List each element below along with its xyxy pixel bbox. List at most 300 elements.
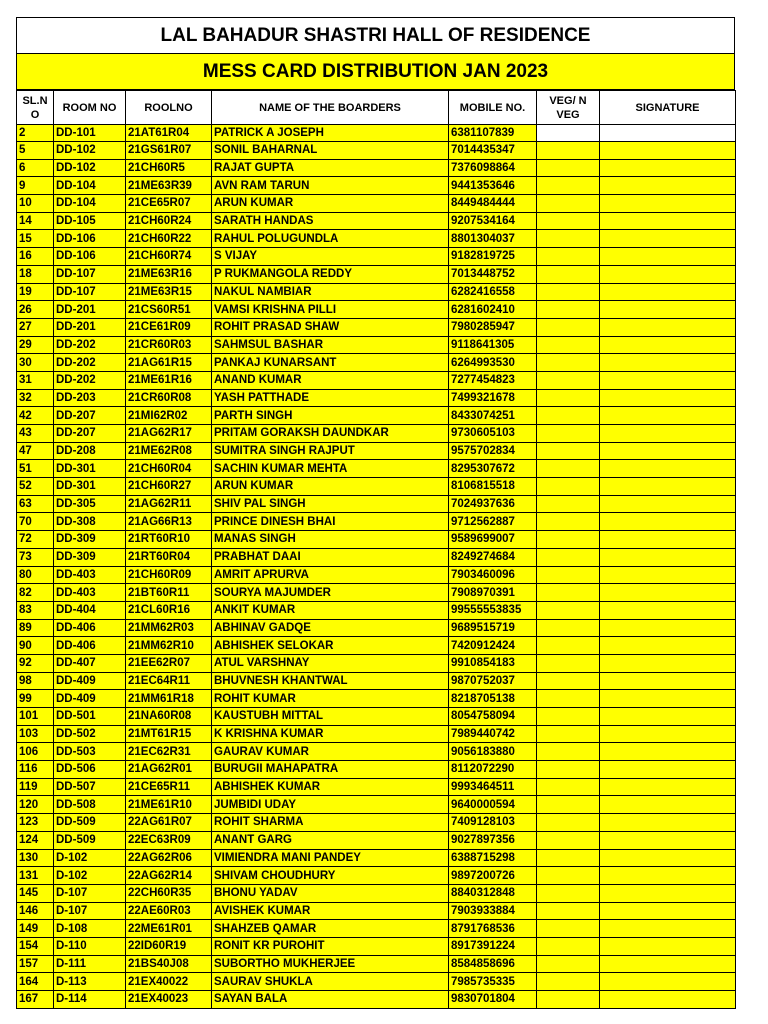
veg-cell	[537, 159, 600, 177]
roll-no-cell: 21GS61R07	[126, 142, 212, 160]
signature-cell	[600, 920, 736, 938]
name-cell: PARTH SINGH	[212, 407, 449, 425]
signature-cell	[600, 831, 736, 849]
veg-cell	[537, 513, 600, 531]
veg-cell	[537, 265, 600, 283]
sl-no-cell: 31	[17, 371, 54, 389]
veg-cell	[537, 778, 600, 796]
veg-cell	[537, 548, 600, 566]
name-cell: ANKIT KUMAR	[212, 601, 449, 619]
room-no-cell: DD-101	[54, 125, 126, 142]
name-cell: ROHIT PRASAD SHAW	[212, 318, 449, 336]
name-cell: NAKUL NAMBIAR	[212, 283, 449, 301]
mobile-cell: 6282416558	[449, 283, 537, 301]
mobile-cell: 99555553835	[449, 601, 537, 619]
mobile-cell: 9712562887	[449, 513, 537, 531]
table-row	[17, 566, 736, 584]
veg-cell	[537, 389, 600, 407]
name-cell: BURUGII MAHAPATRA	[212, 761, 449, 779]
boarders-table	[16, 90, 736, 1009]
veg-cell	[537, 902, 600, 920]
roll-no-cell: 22CH60R35	[126, 884, 212, 902]
mobile-cell: 7903460096	[449, 566, 537, 584]
table-row	[17, 778, 736, 796]
sl-no-cell: 82	[17, 584, 54, 602]
name-cell: PATRICK A JOSEPH	[212, 125, 449, 142]
veg-cell	[537, 301, 600, 319]
hall-title: LAL BAHADUR SHASTRI HALL OF RESIDENCE	[16, 17, 735, 54]
roll-no-cell: 21CR60R03	[126, 336, 212, 354]
table-row	[17, 159, 736, 177]
roll-no-cell: 21CR60R08	[126, 389, 212, 407]
sl-no-cell: 89	[17, 619, 54, 637]
room-no-cell: DD-202	[54, 336, 126, 354]
table-row	[17, 513, 736, 531]
table-row	[17, 991, 736, 1009]
signature-cell	[600, 283, 736, 301]
signature-cell	[600, 389, 736, 407]
sl-no-cell: 10	[17, 195, 54, 213]
name-cell: ARUN KUMAR	[212, 195, 449, 213]
name-cell: PRINCE DINESH BHAI	[212, 513, 449, 531]
name-cell: AMRIT APRURVA	[212, 566, 449, 584]
mobile-cell: 8106815518	[449, 478, 537, 496]
veg-cell	[537, 584, 600, 602]
mobile-cell: 8917391224	[449, 937, 537, 955]
room-no-cell: DD-406	[54, 619, 126, 637]
room-no-cell: DD-509	[54, 814, 126, 832]
table-row	[17, 725, 736, 743]
room-no-cell: DD-301	[54, 460, 126, 478]
sl-no-cell: 123	[17, 814, 54, 832]
signature-cell	[600, 248, 736, 266]
signature-cell	[600, 177, 736, 195]
header-veg: VEG/ N VEG	[537, 91, 600, 125]
table-row	[17, 601, 736, 619]
sl-no-cell: 92	[17, 654, 54, 672]
room-no-cell: DD-509	[54, 831, 126, 849]
room-no-cell: DD-104	[54, 177, 126, 195]
sl-no-cell: 63	[17, 495, 54, 513]
roll-no-cell: 21CE61R09	[126, 318, 212, 336]
mobile-cell: 8295307672	[449, 460, 537, 478]
signature-cell	[600, 495, 736, 513]
room-no-cell: DD-309	[54, 531, 126, 549]
veg-cell	[537, 195, 600, 213]
roll-no-cell: 21CH60R22	[126, 230, 212, 248]
room-no-cell: DD-409	[54, 672, 126, 690]
roll-no-cell: 22AE60R03	[126, 902, 212, 920]
signature-cell	[600, 672, 736, 690]
mobile-cell: 7420912424	[449, 637, 537, 655]
table-row	[17, 371, 736, 389]
name-cell: SHAHZEB QAMAR	[212, 920, 449, 938]
name-cell: ROHIT KUMAR	[212, 690, 449, 708]
sl-no-cell: 119	[17, 778, 54, 796]
mobile-cell: 9118641305	[449, 336, 537, 354]
veg-cell	[537, 283, 600, 301]
name-cell: JUMBIDI UDAY	[212, 796, 449, 814]
veg-cell	[537, 920, 600, 938]
veg-cell	[537, 442, 600, 460]
name-cell: ARUN KUMAR	[212, 478, 449, 496]
mobile-cell: 9993464511	[449, 778, 537, 796]
signature-cell	[600, 690, 736, 708]
roll-no-cell: 21EX40023	[126, 991, 212, 1009]
mess-card-sheet	[16, 17, 735, 1009]
mobile-cell: 7013448752	[449, 265, 537, 283]
name-cell: AVISHEK KUMAR	[212, 902, 449, 920]
sl-no-cell: 103	[17, 725, 54, 743]
header-room-no: ROOM NO	[54, 91, 126, 125]
signature-cell	[600, 708, 736, 726]
table-row	[17, 814, 736, 832]
table-row	[17, 920, 736, 938]
veg-cell	[537, 230, 600, 248]
veg-cell	[537, 796, 600, 814]
name-cell: SAURAV SHUKLA	[212, 973, 449, 991]
name-cell: AVN RAM TARUN	[212, 177, 449, 195]
roll-no-cell: 21AG62R11	[126, 495, 212, 513]
mobile-cell: 6388715298	[449, 849, 537, 867]
mobile-cell: 8791768536	[449, 920, 537, 938]
table-row	[17, 354, 736, 372]
table-row	[17, 619, 736, 637]
mobile-cell: 9640000594	[449, 796, 537, 814]
sl-no-cell: 131	[17, 867, 54, 885]
sl-no-cell: 116	[17, 761, 54, 779]
roll-no-cell: 21CH60R09	[126, 566, 212, 584]
name-cell: ANAND KUMAR	[212, 371, 449, 389]
room-no-cell: DD-201	[54, 318, 126, 336]
table-row	[17, 478, 736, 496]
table-row	[17, 318, 736, 336]
signature-cell	[600, 973, 736, 991]
veg-cell	[537, 478, 600, 496]
sl-no-cell: 124	[17, 831, 54, 849]
name-cell: YASH PATTHADE	[212, 389, 449, 407]
signature-cell	[600, 902, 736, 920]
name-cell: PRITAM GORAKSH DAUNDKAR	[212, 425, 449, 443]
room-no-cell: DD-201	[54, 301, 126, 319]
signature-cell	[600, 371, 736, 389]
signature-cell	[600, 531, 736, 549]
room-no-cell: DD-207	[54, 425, 126, 443]
table-row	[17, 867, 736, 885]
roll-no-cell: 21AG62R17	[126, 425, 212, 443]
table-row	[17, 584, 736, 602]
veg-cell	[537, 142, 600, 160]
signature-cell	[600, 796, 736, 814]
room-no-cell: DD-404	[54, 601, 126, 619]
table-row	[17, 407, 736, 425]
veg-cell	[537, 177, 600, 195]
mobile-cell: 9589699007	[449, 531, 537, 549]
roll-no-cell: 21CE65R07	[126, 195, 212, 213]
veg-cell	[537, 354, 600, 372]
sl-no-cell: 146	[17, 902, 54, 920]
veg-cell	[537, 831, 600, 849]
name-cell: SUMITRA SINGH RAJPUT	[212, 442, 449, 460]
name-cell: SUBORTHO MUKHERJEE	[212, 955, 449, 973]
sl-no-cell: 18	[17, 265, 54, 283]
table-row	[17, 796, 736, 814]
table-row	[17, 884, 736, 902]
table-row	[17, 708, 736, 726]
room-no-cell: DD-503	[54, 743, 126, 761]
room-no-cell: D-102	[54, 849, 126, 867]
signature-cell	[600, 991, 736, 1009]
signature-cell	[600, 743, 736, 761]
mobile-cell: 7980285947	[449, 318, 537, 336]
mobile-cell: 9207534164	[449, 212, 537, 230]
signature-cell	[600, 195, 736, 213]
veg-cell	[537, 849, 600, 867]
mobile-cell: 9730605103	[449, 425, 537, 443]
room-no-cell: DD-301	[54, 478, 126, 496]
roll-no-cell: 21CS60R51	[126, 301, 212, 319]
roll-no-cell: 22AG62R14	[126, 867, 212, 885]
roll-no-cell: 22AG61R07	[126, 814, 212, 832]
room-no-cell: DD-409	[54, 690, 126, 708]
roll-no-cell: 21ME63R39	[126, 177, 212, 195]
mobile-cell: 7024937636	[449, 495, 537, 513]
roll-no-cell: 21ME61R16	[126, 371, 212, 389]
room-no-cell: DD-202	[54, 371, 126, 389]
room-no-cell: DD-107	[54, 265, 126, 283]
mobile-cell: 8218705138	[449, 690, 537, 708]
sl-no-cell: 83	[17, 601, 54, 619]
signature-cell	[600, 654, 736, 672]
table-row	[17, 336, 736, 354]
table-header-row	[17, 91, 736, 125]
roll-no-cell: 21AG62R01	[126, 761, 212, 779]
signature-cell	[600, 725, 736, 743]
room-no-cell: DD-502	[54, 725, 126, 743]
name-cell: S VIJAY	[212, 248, 449, 266]
roll-no-cell: 21AG61R15	[126, 354, 212, 372]
room-no-cell: D-107	[54, 902, 126, 920]
roll-no-cell: 21CH60R5	[126, 159, 212, 177]
mobile-cell: 7989440742	[449, 725, 537, 743]
name-cell: RONIT KR PUROHIT	[212, 937, 449, 955]
veg-cell	[537, 495, 600, 513]
veg-cell	[537, 125, 600, 142]
room-no-cell: D-110	[54, 937, 126, 955]
roll-no-cell: 21CL60R16	[126, 601, 212, 619]
veg-cell	[537, 884, 600, 902]
table-row	[17, 177, 736, 195]
room-no-cell: DD-406	[54, 637, 126, 655]
name-cell: BHONU YADAV	[212, 884, 449, 902]
table-row	[17, 831, 736, 849]
room-no-cell: DD-305	[54, 495, 126, 513]
veg-cell	[537, 867, 600, 885]
table-row	[17, 849, 736, 867]
roll-no-cell: 21NA60R08	[126, 708, 212, 726]
sl-no-cell: 52	[17, 478, 54, 496]
sl-no-cell: 149	[17, 920, 54, 938]
name-cell: PRABHAT DAAI	[212, 548, 449, 566]
mobile-cell: 9441353646	[449, 177, 537, 195]
room-no-cell: DD-309	[54, 548, 126, 566]
sl-no-cell: 120	[17, 796, 54, 814]
veg-cell	[537, 566, 600, 584]
signature-cell	[600, 849, 736, 867]
roll-no-cell: 21MT61R15	[126, 725, 212, 743]
name-cell: RAHUL POLUGUNDLA	[212, 230, 449, 248]
veg-cell	[537, 743, 600, 761]
roll-no-cell: 21ME63R15	[126, 283, 212, 301]
mobile-cell: 7499321678	[449, 389, 537, 407]
sl-no-cell: 5	[17, 142, 54, 160]
roll-no-cell: 22AG62R06	[126, 849, 212, 867]
name-cell: SAHMSUL BASHAR	[212, 336, 449, 354]
sl-no-cell: 14	[17, 212, 54, 230]
signature-cell	[600, 159, 736, 177]
mobile-cell: 7908970391	[449, 584, 537, 602]
name-cell: VAMSI KRISHNA PILLI	[212, 301, 449, 319]
signature-cell	[600, 407, 736, 425]
signature-cell	[600, 761, 736, 779]
mobile-cell: 9689515719	[449, 619, 537, 637]
distribution-title: MESS CARD DISTRIBUTION JAN 2023	[16, 54, 735, 90]
roll-no-cell: 21RT60R10	[126, 531, 212, 549]
mobile-cell: 7376098864	[449, 159, 537, 177]
room-no-cell: DD-506	[54, 761, 126, 779]
roll-no-cell: 21AT61R04	[126, 125, 212, 142]
sl-no-cell: 101	[17, 708, 54, 726]
table-row	[17, 672, 736, 690]
table-row	[17, 761, 736, 779]
veg-cell	[537, 814, 600, 832]
mobile-cell: 9830701804	[449, 991, 537, 1009]
table-row	[17, 142, 736, 160]
room-no-cell: D-102	[54, 867, 126, 885]
table-row	[17, 248, 736, 266]
mobile-cell: 9910854183	[449, 654, 537, 672]
name-cell: RAJAT GUPTA	[212, 159, 449, 177]
table-row	[17, 301, 736, 319]
table-row	[17, 654, 736, 672]
room-no-cell: D-113	[54, 973, 126, 991]
table-row	[17, 425, 736, 443]
veg-cell	[537, 336, 600, 354]
table-row	[17, 637, 736, 655]
signature-cell	[600, 354, 736, 372]
roll-no-cell: 21BS40J08	[126, 955, 212, 973]
roll-no-cell: 22EC63R09	[126, 831, 212, 849]
room-no-cell: DD-105	[54, 212, 126, 230]
name-cell: MANAS SINGH	[212, 531, 449, 549]
signature-cell	[600, 814, 736, 832]
roll-no-cell: 21CH60R27	[126, 478, 212, 496]
veg-cell	[537, 708, 600, 726]
mobile-cell: 9897200726	[449, 867, 537, 885]
table-row	[17, 937, 736, 955]
table-row	[17, 195, 736, 213]
signature-cell	[600, 548, 736, 566]
signature-cell	[600, 513, 736, 531]
sl-no-cell: 42	[17, 407, 54, 425]
roll-no-cell: 21RT60R04	[126, 548, 212, 566]
veg-cell	[537, 407, 600, 425]
signature-cell	[600, 584, 736, 602]
roll-no-cell: 21AG66R13	[126, 513, 212, 531]
sl-no-cell: 106	[17, 743, 54, 761]
name-cell: P RUKMANGOLA REDDY	[212, 265, 449, 283]
roll-no-cell: 21EE62R07	[126, 654, 212, 672]
table-row	[17, 531, 736, 549]
roll-no-cell: 22ID60R19	[126, 937, 212, 955]
veg-cell	[537, 654, 600, 672]
signature-cell	[600, 778, 736, 796]
veg-cell	[537, 937, 600, 955]
signature-cell	[600, 318, 736, 336]
veg-cell	[537, 371, 600, 389]
signature-cell	[600, 265, 736, 283]
mobile-cell: 8801304037	[449, 230, 537, 248]
room-no-cell: D-108	[54, 920, 126, 938]
sl-no-cell: 6	[17, 159, 54, 177]
name-cell: SHIVAM CHOUDHURY	[212, 867, 449, 885]
name-cell: SAYAN BALA	[212, 991, 449, 1009]
room-no-cell: DD-403	[54, 584, 126, 602]
mobile-cell: 7277454823	[449, 371, 537, 389]
name-cell: KAUSTUBH MITTAL	[212, 708, 449, 726]
name-cell: ANANT GARG	[212, 831, 449, 849]
signature-cell	[600, 460, 736, 478]
signature-cell	[600, 125, 736, 142]
signature-cell	[600, 937, 736, 955]
sl-no-cell: 19	[17, 283, 54, 301]
roll-no-cell: 21ME61R10	[126, 796, 212, 814]
mobile-cell: 9027897356	[449, 831, 537, 849]
veg-cell	[537, 248, 600, 266]
table-row	[17, 743, 736, 761]
roll-no-cell: 21CH60R24	[126, 212, 212, 230]
sl-no-cell: 27	[17, 318, 54, 336]
room-no-cell: D-114	[54, 991, 126, 1009]
name-cell: GAURAV KUMAR	[212, 743, 449, 761]
table-row	[17, 460, 736, 478]
table-row	[17, 955, 736, 973]
roll-no-cell: 21MM61R18	[126, 690, 212, 708]
signature-cell	[600, 637, 736, 655]
name-cell: VIMIENDRA MANI PANDEY	[212, 849, 449, 867]
table-row	[17, 690, 736, 708]
sl-no-cell: 167	[17, 991, 54, 1009]
signature-cell	[600, 884, 736, 902]
name-cell: ATUL VARSHNAY	[212, 654, 449, 672]
table-row	[17, 283, 736, 301]
mobile-cell: 6264993530	[449, 354, 537, 372]
sl-no-cell: 90	[17, 637, 54, 655]
room-no-cell: DD-208	[54, 442, 126, 460]
name-cell: SACHIN KUMAR MEHTA	[212, 460, 449, 478]
signature-cell	[600, 566, 736, 584]
mobile-cell: 7014435347	[449, 142, 537, 160]
sl-no-cell: 32	[17, 389, 54, 407]
name-cell: PANKAJ KUNARSANT	[212, 354, 449, 372]
name-cell: ROHIT SHARMA	[212, 814, 449, 832]
roll-no-cell: 21EC62R31	[126, 743, 212, 761]
room-no-cell: DD-203	[54, 389, 126, 407]
name-cell: SOURYA MAJUMDER	[212, 584, 449, 602]
room-no-cell: DD-501	[54, 708, 126, 726]
room-no-cell: DD-308	[54, 513, 126, 531]
veg-cell	[537, 460, 600, 478]
